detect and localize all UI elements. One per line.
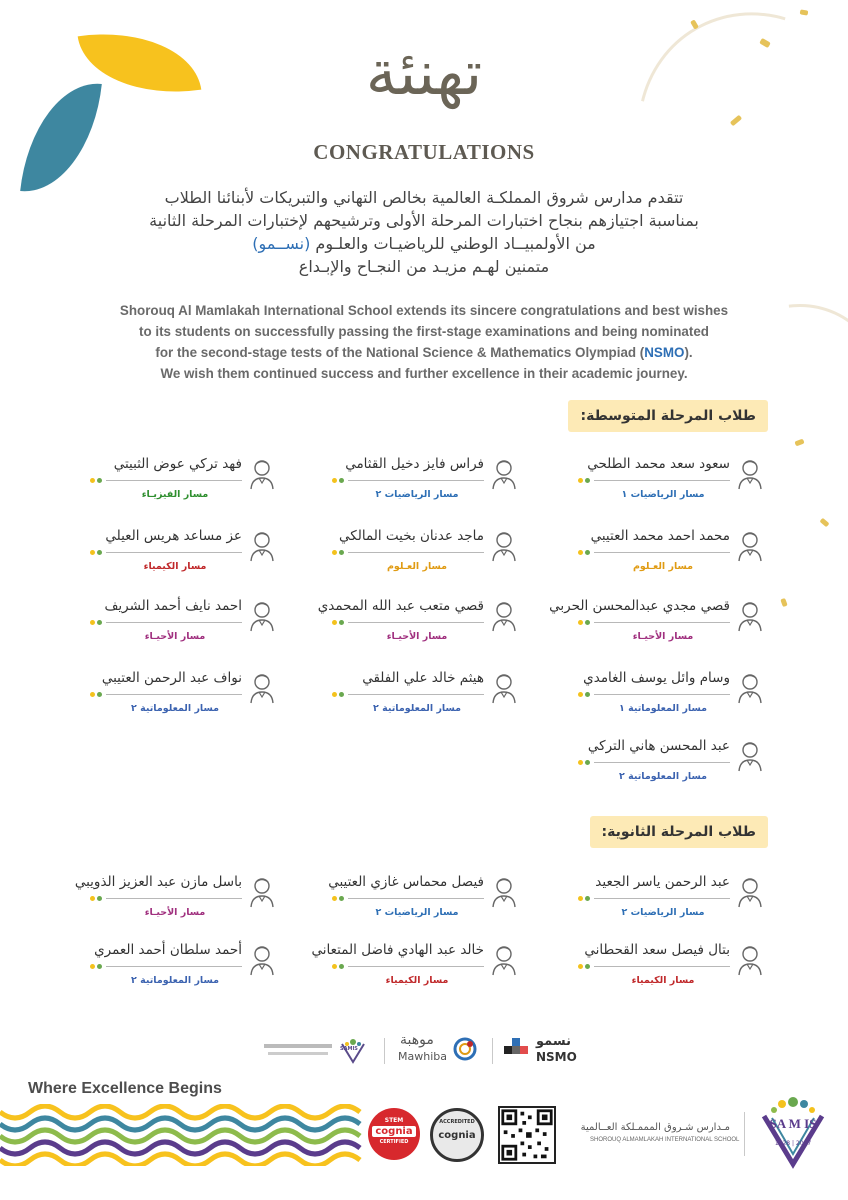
school-logo-years: 1428 | 2007 xyxy=(774,1140,812,1147)
school-name-english: SHOROUQ ALMAMLAKAH INTERNATIONAL SCHOOL xyxy=(590,1137,740,1143)
student-card xyxy=(96,456,276,516)
student-name: وسام وائل يوسف الغامدي xyxy=(583,670,730,686)
cognia-stem-bottom: CERTIFIED xyxy=(379,1139,409,1145)
cognia-stem-badge xyxy=(368,1108,420,1160)
student-card xyxy=(311,942,518,1002)
student-card xyxy=(584,738,764,798)
intro-arabic xyxy=(60,186,788,278)
student-track: مسار الرياضيات ٢ xyxy=(621,907,705,918)
student-avatar-icon xyxy=(490,942,518,976)
student-name: عبد الرحمن ياسر الجعيد xyxy=(595,874,730,890)
cognia-stem-top: STEM xyxy=(384,1117,404,1124)
intro-ar-line xyxy=(60,232,788,255)
decorative-dots xyxy=(578,896,590,901)
student-card xyxy=(584,456,764,516)
nsmo-en-highlight: NSMO xyxy=(644,345,685,360)
student-avatar-icon xyxy=(736,598,764,632)
student-underline xyxy=(594,622,730,623)
student-name: خالد عبد الهادي فاضل المتعاني xyxy=(311,942,484,958)
student-name: عز مساعد هريس العيلي xyxy=(105,528,242,544)
student-card xyxy=(584,942,764,1002)
student-underline xyxy=(594,552,730,553)
samis-small-name-text xyxy=(268,1052,328,1055)
student-track: مسار المعلوماتية ١ xyxy=(618,703,708,714)
student-name: بتال فيصل سعد القحطاني xyxy=(584,942,730,958)
student-card xyxy=(317,598,518,658)
intro-ar-line: متمنين لهـم مزيـد من النجـاح والإبـداع xyxy=(298,257,550,276)
intro-ar-line: تتقدم مدارس شروق المملكـة العالمية بخالص التهاني والتبريكات لأبنائنا الطلاب xyxy=(164,188,684,207)
nsmo-logo-icon xyxy=(504,1036,530,1060)
footer-tagline: Where Excellence Begins xyxy=(28,1080,222,1097)
title-arabic: تهنئة xyxy=(365,36,483,109)
decorative-dots xyxy=(90,964,102,969)
student-underline xyxy=(106,480,242,481)
student-avatar-icon xyxy=(490,598,518,632)
student-avatar-icon xyxy=(248,874,276,908)
intro-en-line: Shorouq Al Mamlakah International School extends its sincere congratulations and best wishes xyxy=(119,303,729,318)
student-name: فراس فايز دخيل القثامي xyxy=(345,456,484,472)
mawhiba-logo-icon xyxy=(452,1034,478,1064)
decorative-dots xyxy=(578,760,590,765)
intro-en-line: to its students on successfully passing the first-stage examinations and being nominated xyxy=(139,324,709,339)
student-card xyxy=(584,670,764,730)
qr-code[interactable] xyxy=(498,1106,556,1164)
student-underline xyxy=(594,762,730,763)
student-track: مسار المعلوماتية ٢ xyxy=(130,703,220,714)
student-underline xyxy=(594,898,730,899)
decorative-dots xyxy=(578,964,590,969)
student-avatar-icon xyxy=(248,528,276,562)
student-avatar-icon xyxy=(736,670,764,704)
student-underline xyxy=(348,966,484,967)
student-underline xyxy=(106,622,242,623)
student-name: باسل مازن عبد العزيز الذويبي xyxy=(74,874,242,890)
student-track: مسار الكيمياء xyxy=(385,975,449,986)
school-name-arabic: مـدارس شـروق المممـلكة العــالمية xyxy=(580,1122,730,1133)
student-card xyxy=(584,528,764,588)
student-card xyxy=(96,598,276,658)
intro-english xyxy=(60,300,788,384)
cognia-stem-mid: cognia xyxy=(372,1126,416,1137)
section-intermediate-title: طلاب المرحلة المتوسطة: xyxy=(568,400,768,432)
student-card xyxy=(74,874,276,934)
intro-en-line xyxy=(60,342,788,363)
student-avatar-icon xyxy=(248,598,276,632)
decorative-dots xyxy=(332,478,344,483)
decorative-dots xyxy=(90,550,102,555)
student-track: مسار الفيزيـاء xyxy=(141,489,209,500)
student-underline xyxy=(594,694,730,695)
student-card xyxy=(584,874,764,934)
samis-small-letters: SAMIS xyxy=(340,1046,358,1052)
student-avatar-icon xyxy=(490,874,518,908)
nsmo-en-text: NSMO xyxy=(536,1050,577,1064)
student-card xyxy=(338,456,518,516)
student-avatar-icon xyxy=(248,942,276,976)
student-avatar-icon xyxy=(736,738,764,772)
cognia-accredited-badge xyxy=(430,1108,484,1162)
student-track: مسار المعلوماتية ٢ xyxy=(130,975,220,986)
student-card xyxy=(549,598,764,658)
student-underline xyxy=(106,694,242,695)
student-track: مسار الأحيـاء xyxy=(144,631,206,642)
decorative-dots xyxy=(332,692,344,697)
student-track: مسار العـلوم xyxy=(632,561,694,572)
decorative-dots xyxy=(332,620,344,625)
student-avatar-icon xyxy=(736,528,764,562)
student-track: مسار الأحيـاء xyxy=(632,631,694,642)
confetti-piece xyxy=(819,518,829,528)
nsmo-ar-text: نسمو xyxy=(536,1034,571,1049)
student-name: عبد المحسن هاني التركي xyxy=(587,738,730,754)
confetti-piece xyxy=(780,598,787,607)
student-avatar-icon xyxy=(736,874,764,908)
student-avatar-icon xyxy=(736,456,764,490)
student-card xyxy=(96,528,276,588)
student-card xyxy=(338,670,518,730)
decorative-pattern xyxy=(0,1104,362,1166)
student-track: مسار الرياضيات ٢ xyxy=(375,489,459,500)
student-underline xyxy=(348,480,484,481)
decorative-dots xyxy=(90,896,102,901)
student-underline xyxy=(594,966,730,967)
cognia-acc-top: ACCREDITED xyxy=(439,1119,475,1125)
footer-separator xyxy=(744,1112,745,1156)
student-track: مسار الرياضيات ٢ xyxy=(375,907,459,918)
student-name: قصي متعب عبد الله المحمدي xyxy=(317,598,484,614)
student-underline xyxy=(106,966,242,967)
decorative-dots xyxy=(332,550,344,555)
decorative-dots xyxy=(578,478,590,483)
student-underline xyxy=(106,898,242,899)
nsmo-ar-highlight: (نســمو) xyxy=(252,234,311,253)
student-avatar-icon xyxy=(490,528,518,562)
student-underline xyxy=(348,694,484,695)
student-name: هيثم خالد علي الفلقي xyxy=(362,670,484,686)
student-name: ماجد عدنان بخيت المالكي xyxy=(339,528,484,544)
student-card xyxy=(338,528,518,588)
student-track: مسار الكيمياء xyxy=(631,975,695,986)
school-logo-letters: SA M IS xyxy=(769,1116,817,1131)
student-underline xyxy=(348,622,484,623)
partner-logos xyxy=(260,1030,590,1072)
student-card xyxy=(96,670,276,730)
decorative-dots xyxy=(90,692,102,697)
student-card xyxy=(96,942,276,1002)
section-secondary-title: طلاب المرحلة الثانوية: xyxy=(590,816,769,848)
decorative-dots xyxy=(578,620,590,625)
student-name: فهد تركي عوض الثبيتي xyxy=(113,456,242,472)
student-name: فيصل محماس غازي العتيبي xyxy=(328,874,484,890)
decorative-dots xyxy=(332,896,344,901)
decorative-dots xyxy=(578,550,590,555)
intro-en-text: for the second-stage tests of the National Science & Mathematics Olympiad ( xyxy=(155,345,645,360)
student-name: محمد احمد محمد العتيبي xyxy=(590,528,730,544)
decorative-dots xyxy=(90,620,102,625)
student-name: نواف عبد الرحمن العتيبي xyxy=(101,670,242,686)
student-track: مسار الأحيـاء xyxy=(144,907,206,918)
title-english: CONGRATULATIONS xyxy=(313,140,535,164)
student-avatar-icon xyxy=(490,670,518,704)
student-name: سعود سعد محمد الطلحي xyxy=(587,456,730,472)
student-track: مسار المعلوماتية ٢ xyxy=(618,771,708,782)
student-track: مسار الرياضيات ١ xyxy=(621,489,705,500)
confetti-piece xyxy=(800,9,809,15)
mawhiba-ar-text: موهبة xyxy=(400,1032,434,1048)
student-track: مسار الأحيـاء xyxy=(386,631,448,642)
student-underline xyxy=(348,552,484,553)
student-avatar-icon xyxy=(490,456,518,490)
student-underline xyxy=(594,480,730,481)
student-track: مسار الكيمياء xyxy=(143,561,207,572)
student-track: مسار المعلوماتية ٢ xyxy=(372,703,462,714)
student-underline xyxy=(106,552,242,553)
samis-small-name-text xyxy=(264,1044,332,1048)
decorative-dots xyxy=(332,964,344,969)
intro-en-line: We wish them continued success and further excellence in their academic journey. xyxy=(160,366,688,381)
intro-en-text: ). xyxy=(684,345,693,360)
partner-separator xyxy=(384,1038,385,1064)
student-avatar-icon xyxy=(736,942,764,976)
intro-ar-line: بمناسبة اجتيازهم بنجاح اختبارات المرحلة الأولى وترشيحهم لإختبارات المرحلة الثانية xyxy=(149,211,699,230)
decorative-dots xyxy=(90,478,102,483)
student-avatar-icon xyxy=(248,670,276,704)
student-track: مسار العـلوم xyxy=(386,561,448,572)
student-card xyxy=(328,874,518,934)
partner-separator xyxy=(492,1038,493,1064)
decorative-dots xyxy=(578,692,590,697)
mawhiba-en-text: Mawhiba xyxy=(398,1050,447,1063)
student-underline xyxy=(348,898,484,899)
student-avatar-icon xyxy=(248,456,276,490)
cognia-acc-mid: cognia xyxy=(438,1130,476,1141)
student-name: احمد نايف أحمد الشريف xyxy=(104,598,242,614)
student-name: قصي مجدي عبدالمحسن الحربي xyxy=(549,598,730,614)
student-name: أحمد سلطان أحمد العمري xyxy=(94,942,242,958)
intro-ar-text: من الأولمبيــاد الوطني للرياضيـات والعلـوم xyxy=(310,234,596,253)
